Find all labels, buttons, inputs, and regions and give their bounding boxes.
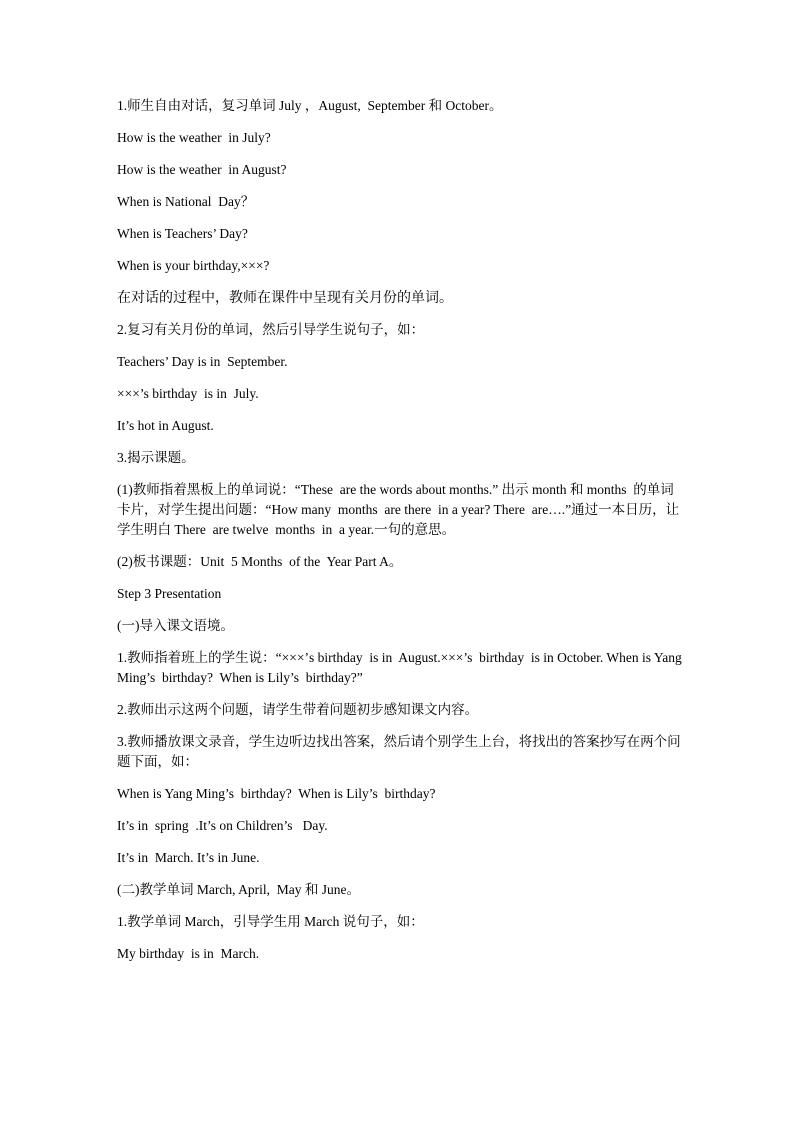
heading-reveal-topic: 3.揭示课题。 — [117, 450, 195, 465]
sentence-teachers-day: Teachers’ Day is in September. — [117, 354, 288, 369]
heading-lead-in-context: (一)导入课文语境。 — [117, 618, 234, 633]
question-teachers-day: When is Teachers’ Day? — [117, 226, 248, 241]
question-birthday: When is your birthday,×××? — [117, 258, 270, 273]
paragraph-review-months: 2.复习有关月份的单词，然后引导学生说句子，如： — [117, 322, 425, 337]
question-weather-august: How is the weather in August? — [117, 162, 287, 177]
sentence-birthday-july: ×××’s birthday is in July. — [117, 386, 259, 401]
question-weather-july: How is the weather in July? — [117, 130, 271, 145]
paragraph-courseware-words: 在对话的过程中，教师在课件中呈现有关月份的单词。 — [117, 290, 453, 306]
paragraph-teach-march: 1.教学单词 March，引导学生用 March 说句子，如： — [117, 914, 424, 929]
paragraph-board-title: (2)板书课题：Unit 5 Months of the Year Part A。 — [117, 554, 403, 569]
paragraph-play-recording: 3.教师播放课文录音，学生边听边找出答案，然后请个别学生上台，将找出的答案抄写在两个问题下面，如： — [117, 734, 681, 769]
answer-spring-childrens-day: It’s in spring .It’s on Children’s Day. — [117, 818, 328, 833]
heading-step-3-presentation: Step 3 Presentation — [117, 586, 222, 601]
heading-teach-words: (二)教学单词 March, April, May 和 June。 — [117, 882, 360, 897]
answer-march-june: It’s in March. It’s in June. — [117, 850, 260, 865]
document-page — [117, 96, 686, 976]
question-national-day: When is National Day？ — [117, 194, 255, 209]
sentence-hot-august: It’s hot in August. — [117, 418, 214, 433]
sentence-birthday-march: My birthday is in March. — [117, 946, 260, 961]
paragraph-point-at-students: 1.教师指着班上的学生说：“×××’s birthday is in August.×××’s birthday is in October. When is Yang Ming’s birthday? When is Lily’s birthday?” — [117, 650, 686, 685]
paragraph-review-dialogue: 1.师生自由对话，复习单词 July ，August, September 和 October。 — [117, 98, 503, 113]
paragraph-blackboard-words: (1)教师指着黑板上的单词说：“These are the words about months.” 出示 month 和 months 的单词卡片，对学生提出问题：“How many months are there in a year? There are….”通过一本日历，让学生明白 There are twelve months in a year.一句的意思。 — [117, 482, 680, 537]
paragraph-show-questions: 2.教师出示这两个问题，请学生带着问题初步感知课文内容。 — [117, 702, 479, 717]
question-yang-ming-lily: When is Yang Ming’s birthday? When is Lily’s birthday? — [117, 786, 436, 801]
